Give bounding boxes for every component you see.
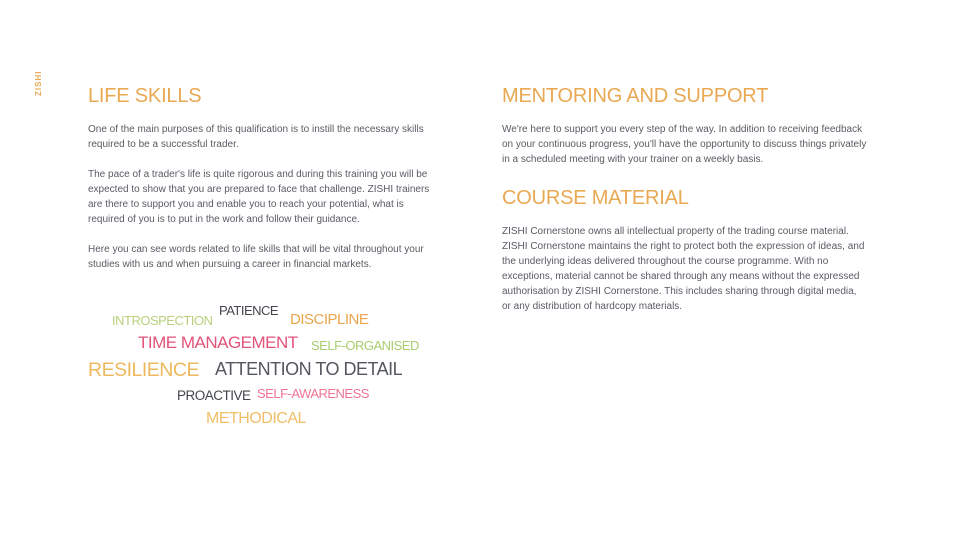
right-column (502, 84, 868, 314)
left-column (88, 84, 442, 272)
word-time-management: TIME MANAGEMENT (138, 333, 298, 352)
course-material-paragraph: ZISHI Cornerstone owns all intellectual property of the trading course material. ZISHI Cornerstone maintains the right to protect both the expression of ideas, and the underlying ideas delivered throughout the course programme. With no exceptions, material cannot be shared through any means without the expressed authorisation by ZISHI Cornerstone. This includes sharing through digital media, or any distribution of hardcopy materials. (502, 226, 865, 312)
zishi-logo-text: ZISHI (34, 70, 43, 96)
word-attention-to-detail: ATTENTION TO DETAIL (215, 359, 403, 379)
zishi-logo (34, 68, 62, 96)
word-resilience: RESILIENCE (88, 359, 199, 381)
life-skills-paragraph-1: One of the main purposes of this qualification is to instill the necessary skills required to be a successful trader. (88, 124, 424, 150)
word-self-awareness: SELF-AWARENESS (257, 386, 369, 401)
word-patience: PATIENCE (219, 303, 279, 318)
course-material-heading: COURSE MATERIAL (502, 187, 689, 209)
life-skills-word-cloud (80, 300, 460, 445)
life-skills-paragraph-2: The pace of a trader's life is quite rigorous and during this training you will be expected to show that you are prepared to face that challenge. ZISHI trainers are there to support you and enable you to reach your potential, what is required of you is to put in the work and follow their guidance. (88, 169, 430, 225)
mentoring-support-heading: MENTORING AND SUPPORT (502, 85, 769, 107)
word-introspection: INTROSPECTION (112, 313, 213, 328)
word-discipline: DISCIPLINE (290, 311, 369, 328)
life-skills-heading: LIFE SKILLS (88, 85, 202, 107)
life-skills-paragraph-3: Here you can see words related to life skills that will be vital throughout your studies with us and when pursuing a career in financial markets. (88, 244, 424, 270)
word-proactive: PROACTIVE (177, 388, 251, 403)
mentoring-support-paragraph: We're here to support you every step of the way. In addition to receiving feedback on your continuous progress, you'll have the opportunity to discuss things privately in a scheduled meeting with your trainer on a weekly basis. (502, 124, 867, 165)
word-self-organised: SELF-ORGANISED (311, 338, 419, 353)
word-methodical: METHODICAL (206, 410, 306, 427)
